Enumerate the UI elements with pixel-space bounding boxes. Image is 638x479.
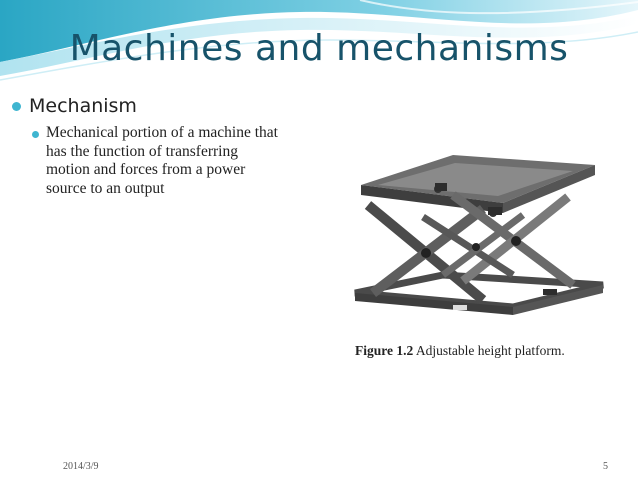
bullet-dot-icon <box>32 131 39 138</box>
figure-adjustable-platform <box>333 125 620 380</box>
text-line: source to an output <box>46 179 165 197</box>
text-line: Mechanical portion of a machine that <box>46 124 278 141</box>
bullet-dot-icon <box>12 102 21 111</box>
text-line: motion and forces from a power <box>46 161 246 178</box>
figure-label: Figure 1.2 <box>355 343 414 358</box>
text-line: has the function of transferring <box>46 142 238 160</box>
slide-number: 5 <box>603 461 608 472</box>
figure-caption <box>355 343 615 359</box>
bullet-mechanical-portion-text <box>46 124 346 198</box>
slide-title: Machines and mechanisms <box>69 28 569 69</box>
bullet-mechanism <box>12 95 137 117</box>
bullet-mechanical-portion <box>32 124 346 198</box>
bullet-mechanism-text: Mechanism <box>29 95 137 117</box>
footer-date: 2014/3/9 <box>63 461 99 472</box>
scissor-lift-illustration <box>333 125 620 340</box>
figure-caption-text: Adjustable height platform. <box>415 343 565 358</box>
